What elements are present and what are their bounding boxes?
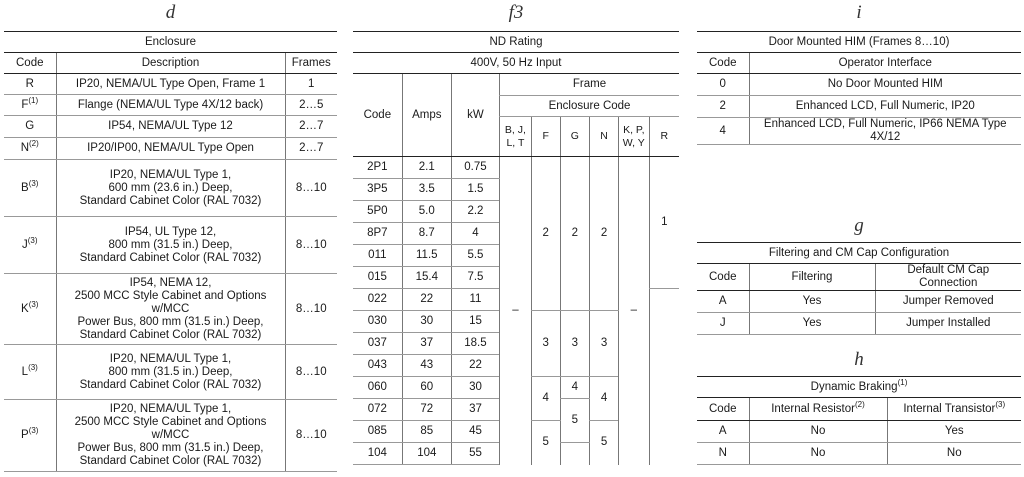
internal-resistor-cell: No — [749, 421, 887, 443]
code-cell: 4 — [697, 118, 749, 145]
amps-cell: 72 — [402, 399, 451, 421]
column-header-cm-cap: Default CM Cap Connection — [875, 264, 1021, 291]
frame-cell-n: 4 — [590, 377, 619, 421]
description-line: 800 mm (31.5 in.) Deep, — [108, 238, 233, 251]
kw-cell: 22 — [451, 355, 499, 377]
frame-cell-bjlt: – — [500, 157, 532, 465]
description-cell — [56, 274, 285, 345]
frame-cell-f: 2 — [531, 157, 560, 311]
column-header-amps: Amps — [402, 74, 451, 157]
enclosure-table — [4, 31, 337, 472]
description-cell — [56, 95, 285, 116]
column-header-internal-transistor — [887, 398, 1021, 421]
amps-cell: 2.1 — [402, 157, 451, 179]
code-cell: 2P1 — [353, 157, 402, 179]
table-row — [4, 217, 337, 274]
title-footnote: (1) — [897, 377, 908, 387]
frames-cell: 8…10 — [285, 274, 337, 345]
amps-cell: 60 — [402, 377, 451, 399]
kw-cell: 0.75 — [451, 157, 499, 179]
code-cell: J — [697, 313, 749, 335]
code-cell — [4, 95, 56, 116]
table-row — [4, 160, 337, 217]
code-cell — [4, 138, 56, 160]
operator-interface-cell: Enhanced LCD, Full Numeric, IP66 NEMA Type 4X/12 — [749, 118, 1021, 145]
table-row — [697, 313, 1021, 335]
code-cell: 030 — [353, 311, 402, 333]
frame-cell-f: 4 — [531, 377, 560, 421]
amps-cell: 30 — [402, 311, 451, 333]
code-footnote: (3) — [28, 299, 39, 309]
frames-cell: 8…10 — [285, 160, 337, 217]
code-cell: 015 — [353, 267, 402, 289]
table-row — [4, 400, 337, 472]
description-cell — [56, 345, 285, 400]
frame-cell-n: 5 — [590, 421, 619, 465]
kw-cell: 30 — [451, 377, 499, 399]
table-row — [4, 345, 337, 400]
door-him-table — [697, 31, 1021, 145]
description-line: IP20, NEMA/UL Type 1, — [109, 168, 232, 181]
cm-cap-cell: Jumper Installed — [875, 313, 1021, 335]
amps-cell: 15.4 — [402, 267, 451, 289]
code-cell: 060 — [353, 377, 402, 399]
column-header-code: Code — [697, 264, 749, 291]
code-cell: 2 — [697, 96, 749, 118]
kw-cell: 7.5 — [451, 267, 499, 289]
code-footnote: (3) — [28, 362, 38, 372]
amps-cell: 11.5 — [402, 245, 451, 267]
column-header-code: Code — [4, 53, 56, 74]
amps-cell: 22 — [402, 289, 451, 311]
description-line: 800 mm (31.5 in.) Deep, — [108, 365, 233, 378]
kw-cell: 55 — [451, 443, 499, 465]
column-header-code: Code — [697, 53, 749, 74]
table-row — [697, 96, 1021, 118]
description-line: Power Bus, 800 mm (31.5 in.) Deep, — [77, 315, 264, 328]
description-line: 2500 MCC Style Cabinet and Options w/MCC — [74, 416, 267, 441]
kw-cell: 15 — [451, 311, 499, 333]
enclosure-column-f: F — [531, 117, 560, 157]
section-letter-d: d — [165, 2, 176, 23]
description-line: Power Bus, 800 mm (31.5 in.) Deep, — [77, 442, 264, 454]
description-line: IP54, NEMA/UL Type 12 — [108, 120, 233, 132]
code-text: J — [21, 238, 28, 251]
frame-cell-n: 2 — [590, 157, 619, 311]
description-cell — [56, 74, 285, 95]
amps-cell: 43 — [402, 355, 451, 377]
description-line: Standard Cabinet Color (RAL 7032) — [79, 455, 262, 467]
column-header-frame: Frame — [500, 74, 679, 96]
internal-resistor-cell: No — [749, 443, 887, 465]
frame-cell-f: 3 — [531, 311, 560, 377]
code-cell: 8P7 — [353, 223, 402, 245]
enclosure-column-kpwy: K, P, W, Y — [618, 117, 649, 157]
dynamic-braking-table — [697, 376, 1021, 465]
description-cell — [56, 400, 285, 472]
code-cell — [4, 74, 56, 95]
description-line: IP20, NEMA/UL Type 1, — [109, 403, 232, 415]
table-row — [353, 157, 679, 179]
description-line: Standard Cabinet Color (RAL 7032) — [79, 194, 262, 207]
code-footnote: (1) — [28, 95, 39, 105]
code-cell: 0 — [697, 74, 749, 96]
column-header-code: Code — [697, 398, 749, 421]
kw-cell: 11 — [451, 289, 499, 311]
code-cell — [4, 217, 56, 274]
kw-cell: 18.5 — [451, 333, 499, 355]
code-cell: 022 — [353, 289, 402, 311]
section-letter-i: i — [856, 2, 862, 23]
description-cell — [56, 138, 285, 160]
operator-interface-cell: No Door Mounted HIM — [749, 74, 1021, 96]
code-text: B — [21, 181, 29, 194]
code-text: P — [21, 429, 29, 441]
kw-cell: 45 — [451, 421, 499, 443]
description-line: Flange (NEMA/UL Type 4X/12 back) — [77, 98, 264, 111]
table-title — [697, 377, 1021, 398]
code-cell — [4, 116, 56, 138]
description-line: IP20, NEMA/UL Type Open, Frame 1 — [75, 77, 266, 90]
kw-cell: 5.5 — [451, 245, 499, 267]
section-letter-h: h — [854, 349, 864, 370]
table-row — [4, 138, 337, 160]
filtering-cell: Yes — [749, 291, 875, 313]
table-row — [697, 421, 1021, 443]
section-letter-f3: f3 — [508, 2, 524, 23]
title-text: Dynamic Braking — [810, 380, 898, 393]
code-cell: 072 — [353, 399, 402, 421]
table-title: Enclosure — [4, 32, 337, 53]
kw-cell: 2.2 — [451, 201, 499, 223]
code-text: K — [21, 302, 29, 315]
frames-cell: 2…7 — [285, 138, 337, 160]
frame-cell-kpwy: – — [618, 157, 649, 465]
code-cell — [4, 274, 56, 345]
enclosure-column-r: R — [649, 117, 679, 157]
kw-cell: 4 — [451, 223, 499, 245]
code-cell: 3P5 — [353, 179, 402, 201]
code-text: G — [25, 120, 35, 132]
frame-cell-g: 5 — [560, 399, 590, 443]
frame-cell-r-empty — [649, 289, 679, 465]
column-header-code: Code — [353, 74, 402, 157]
header-footnote: (3) — [995, 399, 1006, 409]
table-subtitle: 400V, 50 Hz Input — [353, 53, 679, 74]
code-text: N — [20, 142, 30, 154]
kw-cell: 37 — [451, 399, 499, 421]
table-row — [4, 95, 337, 116]
frames-cell: 8…10 — [285, 345, 337, 400]
frames-cell: 8…10 — [285, 217, 337, 274]
column-header-operator-interface: Operator Interface — [749, 53, 1021, 74]
table-row — [4, 74, 337, 95]
frame-cell-r: 1 — [649, 157, 679, 289]
code-footnote: (3) — [28, 178, 39, 188]
description-cell — [56, 217, 285, 274]
amps-cell: 8.7 — [402, 223, 451, 245]
code-footnote: (3) — [27, 235, 38, 245]
column-header-kw: kW — [451, 74, 499, 157]
description-line: Standard Cabinet Color (RAL 7032) — [79, 328, 262, 341]
header-text: Internal Resistor — [771, 402, 855, 415]
frames-cell: 1 — [285, 74, 337, 95]
amps-cell: 104 — [402, 443, 451, 465]
code-cell: A — [697, 421, 749, 443]
frame-cell-g: 2 — [560, 157, 590, 311]
code-footnote: (3) — [28, 426, 39, 436]
internal-transistor-cell: No — [887, 443, 1021, 465]
code-cell: 011 — [353, 245, 402, 267]
description-line: IP20, NEMA/UL Type 1, — [109, 352, 232, 365]
column-header-frames: Frames — [285, 53, 337, 74]
description-line: 2500 MCC Style Cabinet and Options w/MCC — [74, 289, 267, 315]
frame-cell-n: 3 — [590, 311, 619, 377]
code-text: L — [21, 365, 29, 378]
code-text: R — [25, 77, 34, 90]
frame-cell-g: 3 — [560, 311, 590, 377]
frames-cell: 2…7 — [285, 116, 337, 138]
section-letter-g: g — [854, 215, 864, 236]
amps-cell: 37 — [402, 333, 451, 355]
description-line: IP54, NEMA 12, — [129, 276, 212, 289]
code-cell — [4, 345, 56, 400]
code-cell: 043 — [353, 355, 402, 377]
code-cell: N — [697, 443, 749, 465]
frame-cell-f: 5 — [531, 421, 560, 465]
description-line: Standard Cabinet Color (RAL 7032) — [79, 378, 262, 391]
enclosure-column-n: N — [590, 117, 619, 157]
code-text: F — [21, 98, 29, 111]
filtering-cell: Yes — [749, 313, 875, 335]
kw-cell: 1.5 — [451, 179, 499, 201]
table-title: Filtering and CM Cap Configuration — [697, 243, 1021, 264]
description-line: Standard Cabinet Color (RAL 7032) — [79, 251, 262, 264]
frames-cell: 8…10 — [285, 400, 337, 472]
filtering-table — [697, 242, 1021, 335]
code-cell — [4, 400, 56, 472]
table-title: Door Mounted HIM (Frames 8…10) — [697, 32, 1021, 53]
amps-cell: 85 — [402, 421, 451, 443]
table-row — [697, 291, 1021, 313]
header-footnote: (2) — [854, 399, 865, 409]
description-line: IP20/IP00, NEMA/UL Type Open — [87, 142, 254, 154]
code-cell — [4, 160, 56, 217]
enclosure-column-bjlt: B, J, L, T — [500, 117, 532, 157]
description-cell — [56, 160, 285, 217]
table-title: ND Rating — [353, 32, 679, 53]
table-row — [697, 443, 1021, 465]
table-row — [4, 274, 337, 345]
column-header-filtering: Filtering — [749, 264, 875, 291]
code-cell: 5P0 — [353, 201, 402, 223]
column-header-internal-resistor — [749, 398, 887, 421]
code-cell: 085 — [353, 421, 402, 443]
cm-cap-cell: Jumper Removed — [875, 291, 1021, 313]
internal-transistor-cell: Yes — [887, 421, 1021, 443]
amps-cell: 3.5 — [402, 179, 451, 201]
column-header-description: Description — [56, 53, 285, 74]
operator-interface-cell: Enhanced LCD, Full Numeric, IP20 — [749, 96, 1021, 118]
column-header-enclosure-code: Enclosure Code — [500, 96, 679, 117]
nd-rating-table — [353, 31, 679, 465]
description-cell — [56, 116, 285, 138]
frame-cell-g: 4 — [560, 377, 590, 399]
code-cell: 104 — [353, 443, 402, 465]
frame-cell-g — [560, 443, 590, 465]
description-line: IP54, UL Type 12, — [124, 225, 217, 238]
amps-cell: 5.0 — [402, 201, 451, 223]
table-row — [697, 118, 1021, 145]
code-cell: 037 — [353, 333, 402, 355]
table-row — [4, 116, 337, 138]
code-cell: A — [697, 291, 749, 313]
enclosure-column-g: G — [560, 117, 590, 157]
table-row — [697, 74, 1021, 96]
code-footnote: (2) — [29, 139, 39, 149]
frames-cell: 2…5 — [285, 95, 337, 116]
header-text: Internal Transistor — [903, 402, 996, 415]
description-line: 600 mm (23.6 in.) Deep, — [108, 181, 233, 194]
